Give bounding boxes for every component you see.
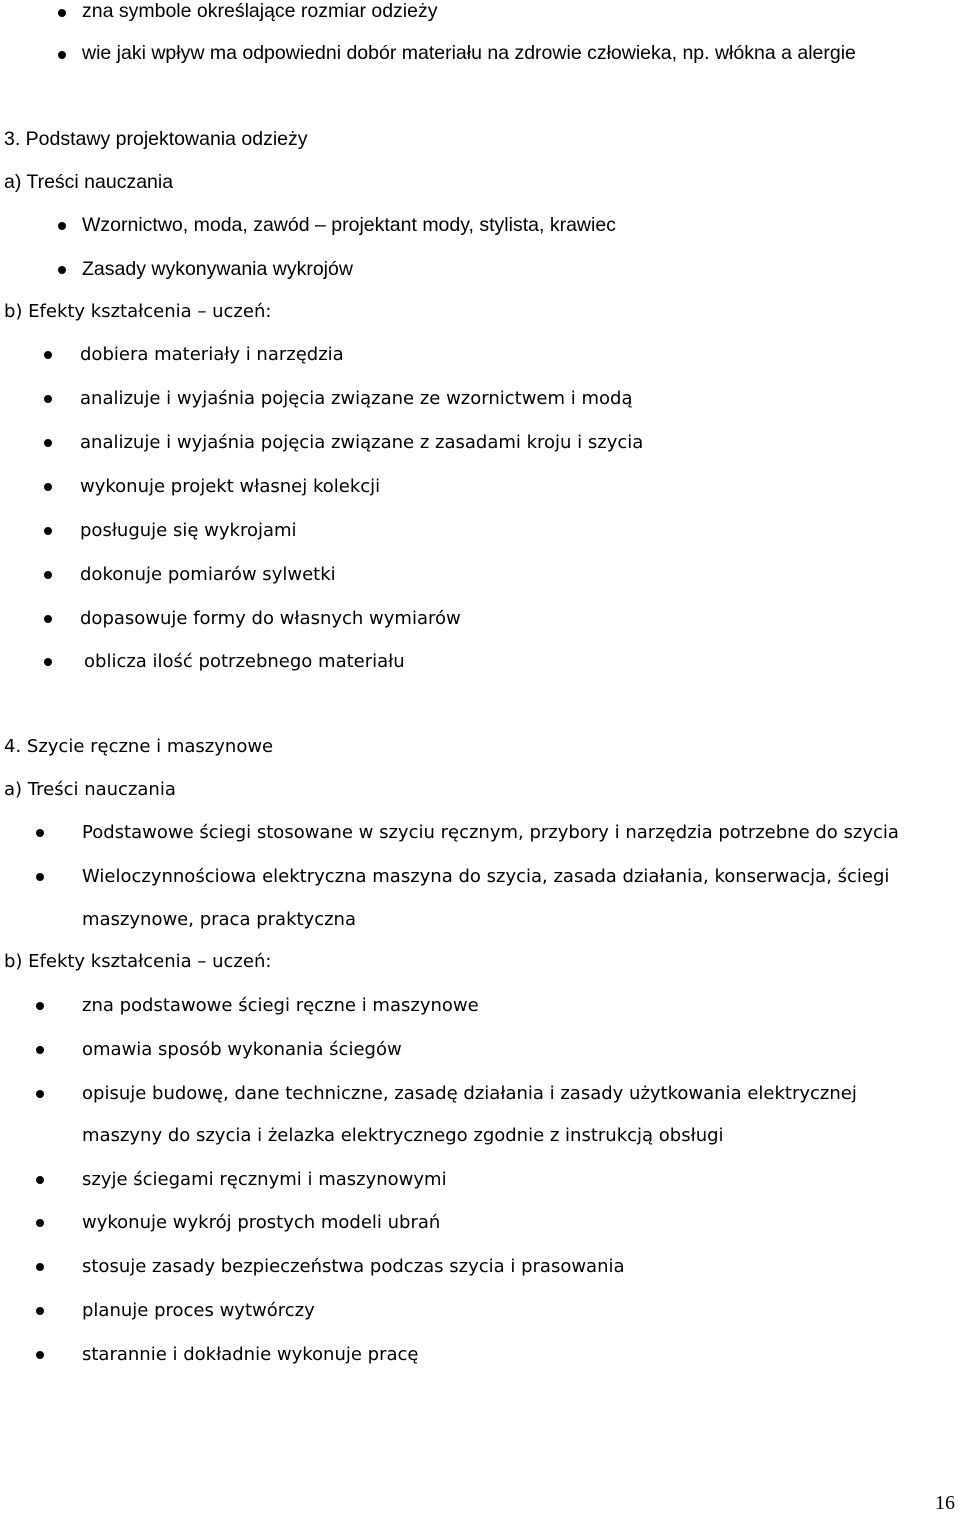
list-item: Wieloczynnościowa elektryczna maszyna do szycia, zasada działania, konserwacja, ściegi: [82, 866, 890, 887]
bullet-icon: [58, 222, 66, 230]
bullet-icon: [36, 1263, 44, 1271]
list-item: dopasowuje formy do własnych wymiarów: [80, 608, 461, 629]
list-item: planuje proces wytwórczy: [82, 1300, 315, 1321]
bullet-icon: [44, 571, 52, 579]
list-item: analizuje i wyjaśnia pojęcia związane z zasadami kroju i szycia: [80, 432, 644, 453]
bullet-icon: [58, 266, 66, 274]
section-heading: 4. Szycie ręczne i maszynowe: [4, 736, 274, 757]
list-item: opisuje budowę, dane techniczne, zasadę działania i zasady użytkowania elektrycznej: [82, 1083, 857, 1104]
bullet-icon: [36, 1176, 44, 1184]
bullet-icon: [58, 9, 66, 17]
bullet-icon: [44, 395, 52, 403]
list-item: zna symbole określające rozmiar odzieży: [82, 0, 438, 22]
bullet-icon: [36, 1090, 44, 1098]
bullet-icon: [44, 351, 52, 359]
list-item: wie jaki wpływ ma odpowiedni dobór materiału na zdrowie człowieka, np. włókna a alergie: [82, 42, 856, 64]
page-number: 16: [935, 1492, 955, 1514]
subsection-heading: a) Treści nauczania: [4, 779, 176, 800]
list-item: posługuje się wykrojami: [80, 520, 297, 541]
list-item: dokonuje pomiarów sylwetki: [80, 564, 336, 585]
list-item: stosuje zasady bezpieczeństwa podczas szycia i prasowania: [82, 1256, 625, 1277]
bullet-icon: [36, 1307, 44, 1315]
subsection-heading: a) Treści nauczania: [4, 171, 174, 193]
list-item: wykonuje wykrój prostych modeli ubrań: [82, 1212, 441, 1233]
bullet-icon: [58, 51, 66, 59]
bullet-icon: [44, 615, 52, 623]
list-item: omawia sposób wykonania ściegów: [82, 1039, 402, 1060]
list-item: oblicza ilość potrzebnego materiału: [84, 651, 405, 672]
list-item: Wzornictwo, moda, zawód – projektant mody, stylista, krawiec: [82, 214, 616, 236]
section-heading: 3. Podstawy projektowania odzieży: [4, 128, 308, 150]
list-item-continuation: maszyny do szycia i żelazka elektrycznego zgodnie z instrukcją obsługi: [82, 1125, 724, 1146]
list-item: Podstawowe ściegi stosowane w szyciu ręcznym, przybory i narzędzia potrzebne do szycia: [82, 822, 899, 843]
list-item: zna podstawowe ściegi ręczne i maszynowe: [82, 995, 479, 1016]
list-item: starannie i dokładnie wykonuje pracę: [82, 1344, 419, 1365]
bullet-icon: [44, 527, 52, 535]
list-item: szyje ściegami ręcznymi i maszynowymi: [82, 1169, 447, 1190]
list-item: Zasady wykonywania wykrojów: [82, 258, 353, 280]
bullet-icon: [44, 439, 52, 447]
list-item: analizuje i wyjaśnia pojęcia związane ze wzornictwem i modą: [80, 388, 633, 409]
bullet-icon: [36, 1351, 44, 1359]
bullet-icon: [36, 829, 44, 837]
bullet-icon: [44, 483, 52, 491]
subsection-heading: b) Efekty kształcenia – uczeń:: [4, 951, 272, 972]
subsection-heading: b) Efekty kształcenia – uczeń:: [4, 301, 272, 322]
bullet-icon: [36, 1219, 44, 1227]
bullet-icon: [44, 658, 52, 666]
bullet-icon: [36, 873, 44, 881]
bullet-icon: [36, 1002, 44, 1010]
list-item: wykonuje projekt własnej kolekcji: [80, 476, 381, 497]
bullet-icon: [36, 1046, 44, 1054]
list-item-continuation: maszynowe, praca praktyczna: [82, 909, 356, 930]
list-item: dobiera materiały i narzędzia: [80, 344, 344, 365]
